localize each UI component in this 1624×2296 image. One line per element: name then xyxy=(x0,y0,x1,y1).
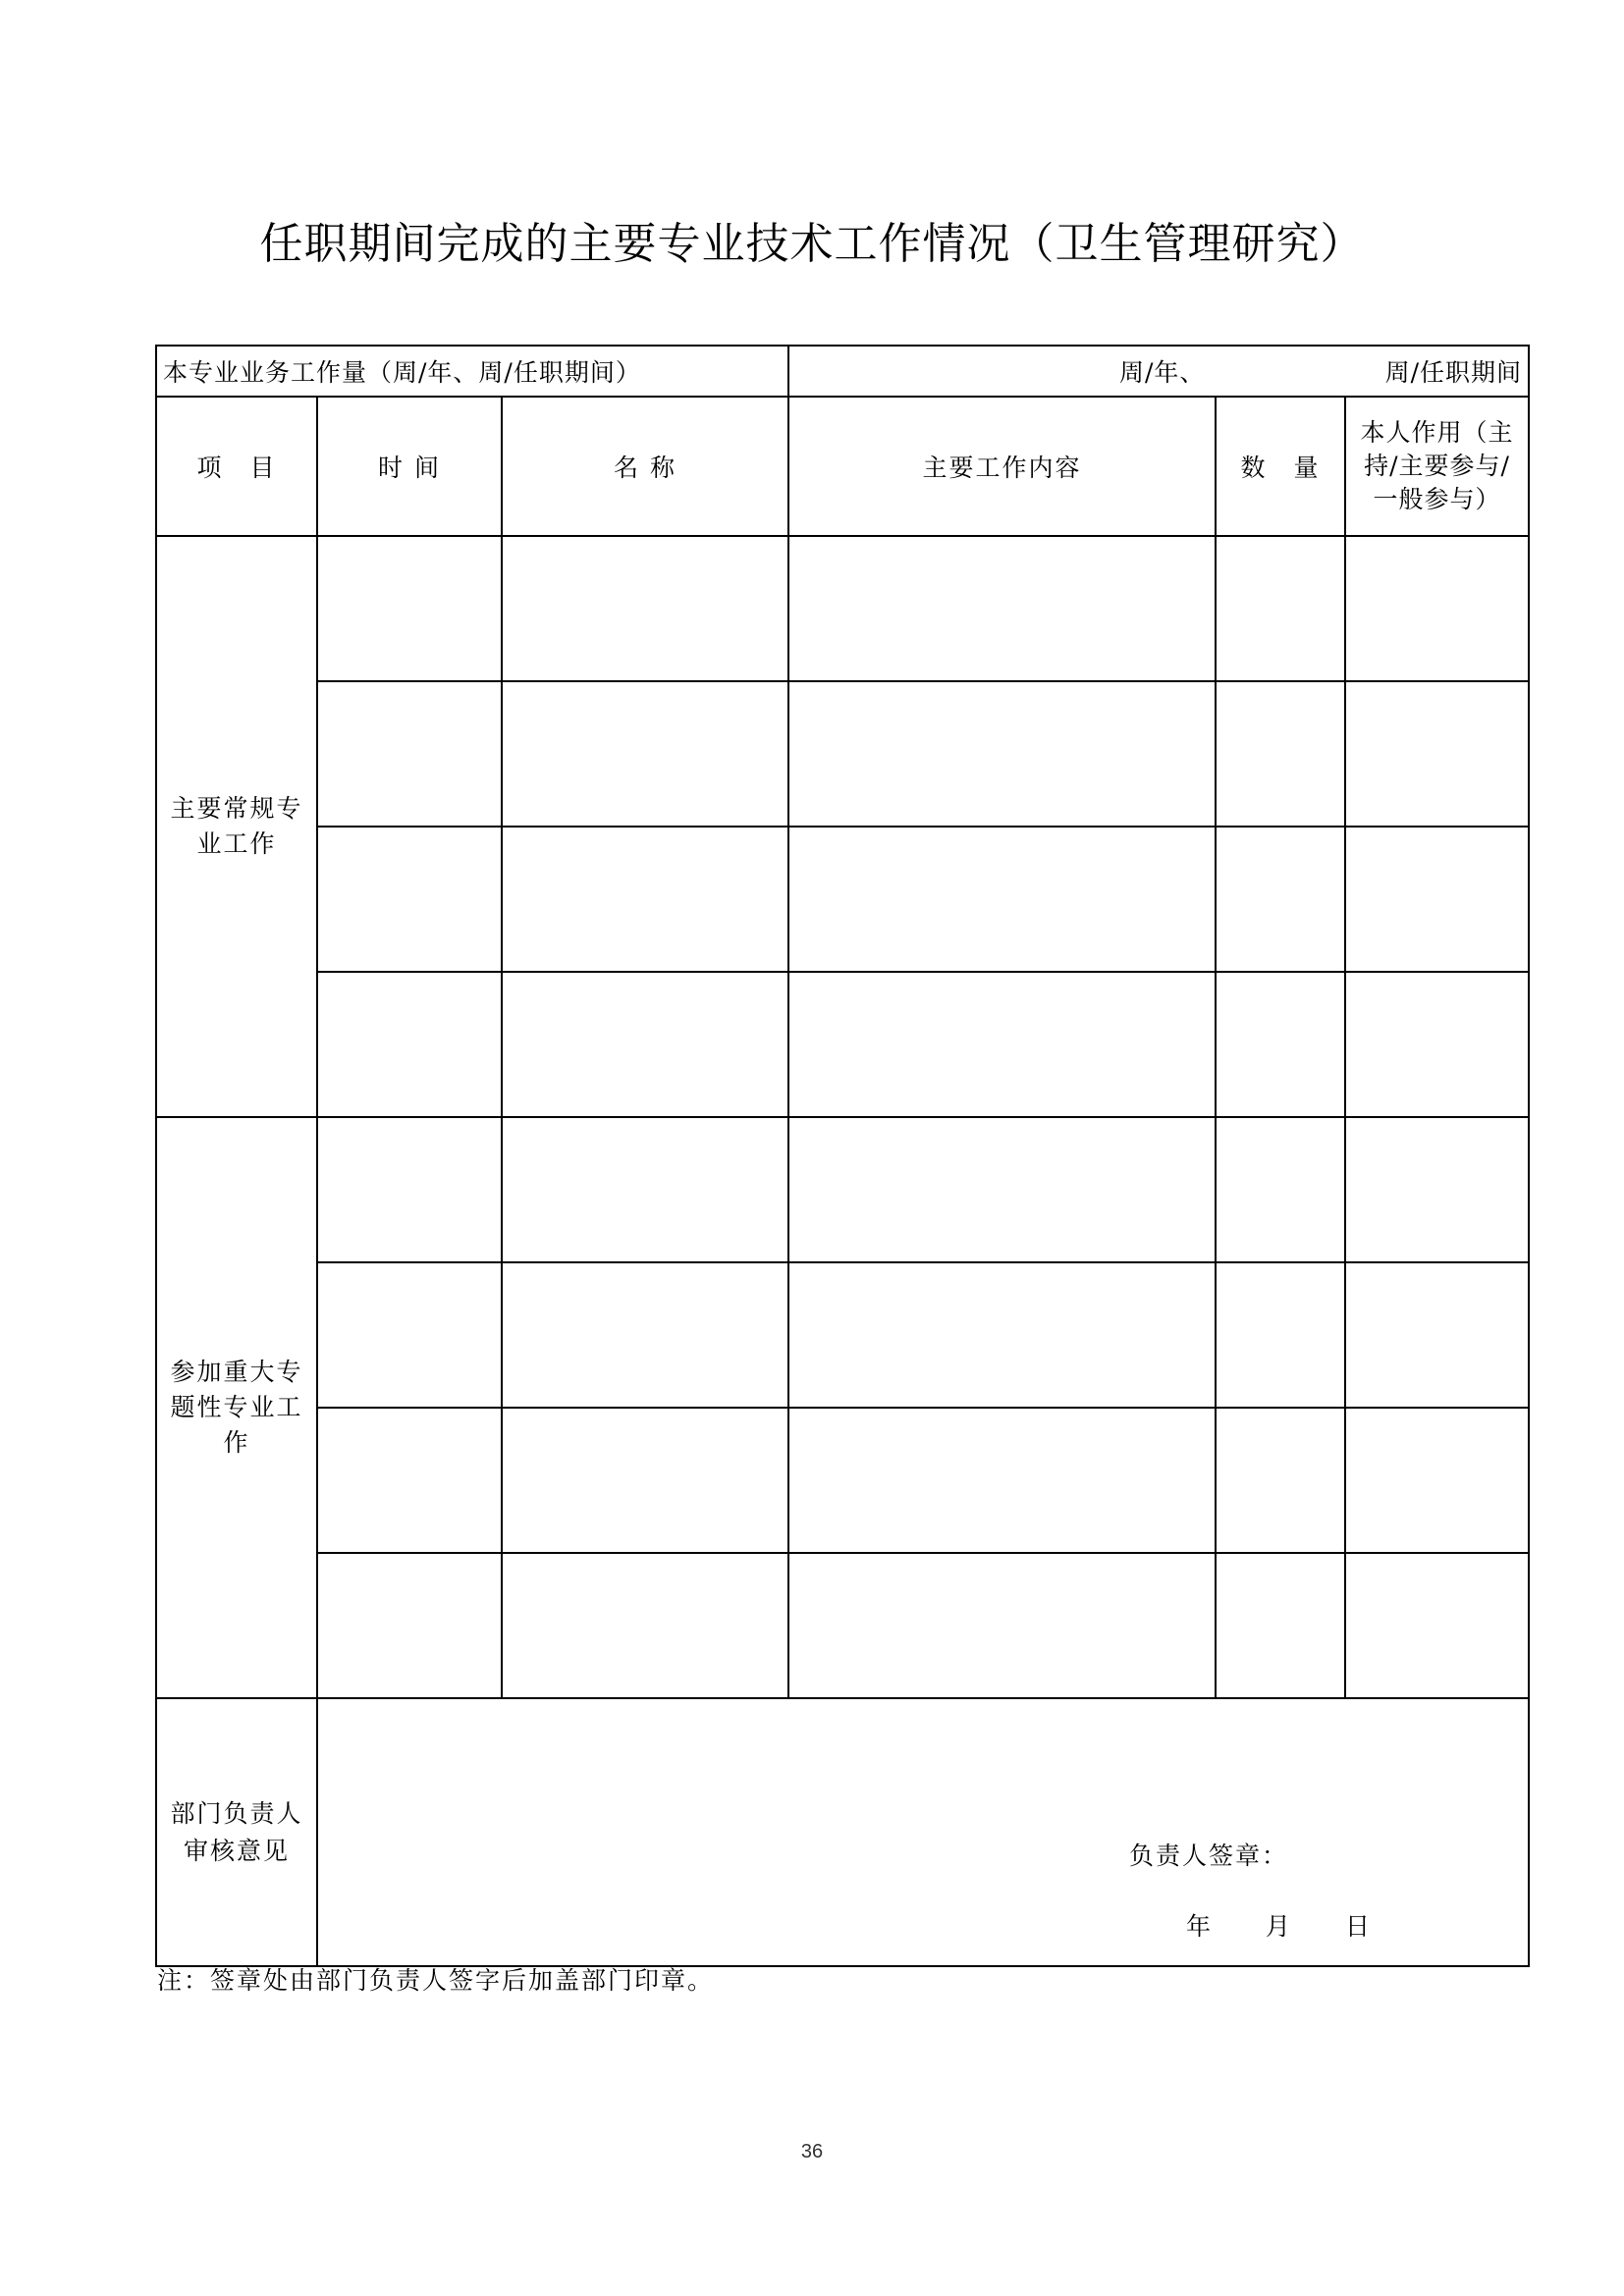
quantity-cell[interactable] xyxy=(1216,972,1345,1117)
time-cell[interactable] xyxy=(317,1408,502,1553)
content-cell[interactable] xyxy=(788,1553,1216,1698)
header-time: 时 间 xyxy=(317,397,502,536)
table-row xyxy=(156,972,1529,1117)
role-cell[interactable] xyxy=(1345,1553,1529,1698)
time-cell[interactable] xyxy=(317,1117,502,1262)
header-content: 主要工作内容 xyxy=(788,397,1216,536)
time-cell[interactable] xyxy=(317,1262,502,1408)
role-cell[interactable] xyxy=(1345,536,1529,681)
content-cell[interactable] xyxy=(788,972,1216,1117)
quantity-cell[interactable] xyxy=(1216,1553,1345,1698)
time-cell[interactable] xyxy=(317,536,502,681)
role-cell[interactable] xyxy=(1345,1408,1529,1553)
content-cell[interactable] xyxy=(788,1262,1216,1408)
name-cell[interactable] xyxy=(502,1262,788,1408)
table-row xyxy=(156,681,1529,827)
header-role: 本人作用（主持/主要参与/一般参与） xyxy=(1345,397,1529,536)
content-cell[interactable] xyxy=(788,681,1216,827)
work-summary-table xyxy=(155,345,1530,1967)
category-major-work: 参加重大专题性专业工作 xyxy=(156,1117,317,1698)
page-title: 任职期间完成的主要专业技术工作情况（卫生管理研究） xyxy=(259,219,1365,269)
name-cell[interactable] xyxy=(502,972,788,1117)
role-cell[interactable] xyxy=(1345,972,1529,1117)
name-cell[interactable] xyxy=(502,536,788,681)
content-cell[interactable] xyxy=(788,536,1216,681)
name-cell[interactable] xyxy=(502,1408,788,1553)
name-cell[interactable] xyxy=(502,1117,788,1262)
header-row xyxy=(156,397,1529,536)
table-row xyxy=(156,827,1529,972)
workload-row xyxy=(156,346,1529,397)
page-number: 36 xyxy=(800,2141,824,2163)
quantity-cell[interactable] xyxy=(1216,536,1345,681)
table-row xyxy=(156,1117,1529,1262)
review-opinion-cell[interactable] xyxy=(317,1698,1529,1966)
header-name: 名 称 xyxy=(502,397,788,536)
header-item: 项 目 xyxy=(156,397,317,536)
content-cell[interactable] xyxy=(788,1117,1216,1262)
quantity-cell[interactable] xyxy=(1216,827,1345,972)
time-cell[interactable] xyxy=(317,972,502,1117)
quantity-cell[interactable] xyxy=(1216,1262,1345,1408)
time-cell[interactable] xyxy=(317,827,502,972)
content-cell[interactable] xyxy=(788,1408,1216,1553)
quantity-cell[interactable] xyxy=(1216,1117,1345,1262)
review-date: 年 月 日 xyxy=(1186,1912,1373,1941)
workload-unit-year: 周/年、 xyxy=(1119,358,1206,387)
table-row xyxy=(156,1262,1529,1408)
time-cell[interactable] xyxy=(317,681,502,827)
header-quantity: 数 量 xyxy=(1216,397,1345,536)
workload-value-cell[interactable] xyxy=(788,346,1529,397)
review-label: 部门负责人审核意见 xyxy=(156,1698,317,1966)
table-row xyxy=(156,1408,1529,1553)
role-cell[interactable] xyxy=(1345,827,1529,972)
time-cell[interactable] xyxy=(317,1553,502,1698)
name-cell[interactable] xyxy=(502,681,788,827)
quantity-cell[interactable] xyxy=(1216,1408,1345,1553)
footnote: 注：签章处由部门负责人签字后加盖部门印章。 xyxy=(157,1966,715,1995)
name-cell[interactable] xyxy=(502,827,788,972)
table-row xyxy=(156,1553,1529,1698)
role-cell[interactable] xyxy=(1345,1262,1529,1408)
category-routine-work: 主要常规专业工作 xyxy=(156,536,317,1117)
name-cell[interactable] xyxy=(502,1553,788,1698)
review-row xyxy=(156,1698,1529,1966)
role-cell[interactable] xyxy=(1345,1117,1529,1262)
table-row xyxy=(156,536,1529,681)
signature-label: 负责人签章： xyxy=(1129,1842,1289,1870)
content-cell[interactable] xyxy=(788,827,1216,972)
workload-unit-term: 周/任职期间 xyxy=(1384,358,1523,387)
role-cell[interactable] xyxy=(1345,681,1529,827)
quantity-cell[interactable] xyxy=(1216,681,1345,827)
workload-label: 本专业业务工作量（周/年、周/任职期间） xyxy=(156,346,788,397)
